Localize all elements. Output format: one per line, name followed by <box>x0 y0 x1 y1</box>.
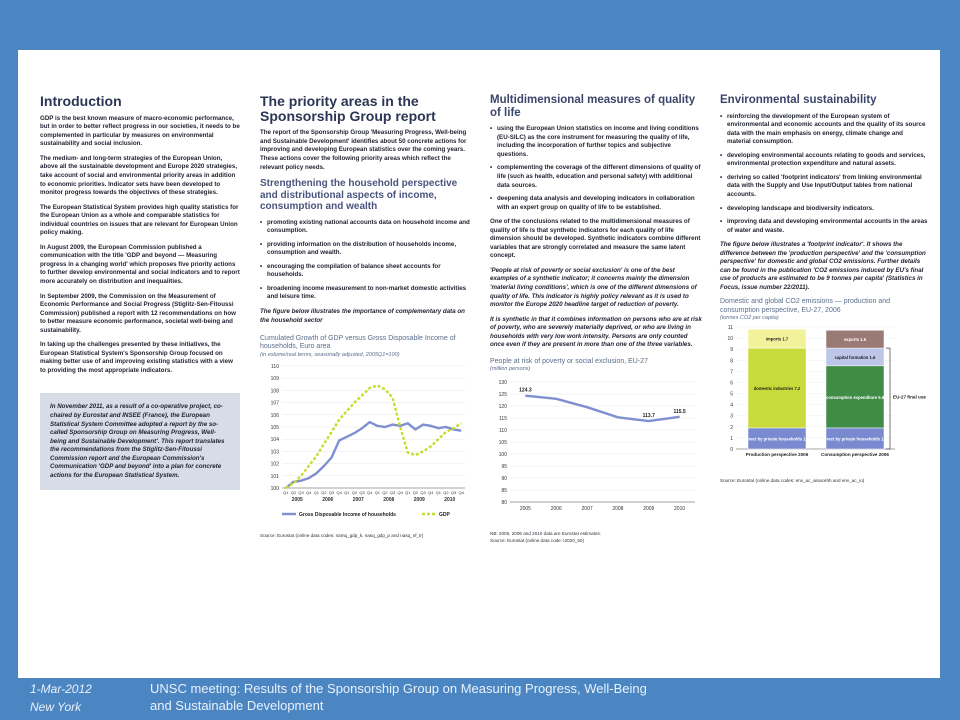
intro-highlight-box <box>40 393 240 490</box>
x-tick-label: Q3 <box>359 489 365 495</box>
multi-paragraph: One of the conclusions related to the multidimensional measures of quality of life is that synthetic indicators for each quality of life dimension should be developed. Synthetic indicators combine different variables that are strongly correlated and measure the same latent concept. <box>490 218 701 260</box>
x-tick-label: Q4 <box>458 489 464 495</box>
y-tick-label: 11 <box>727 325 733 332</box>
y-tick-label: 90 <box>501 476 507 483</box>
list-item: • promoting existing national accounts data on household income and consumption. <box>260 219 472 236</box>
y-tick-label: 100 <box>498 452 507 459</box>
y-tick-label: 4 <box>730 402 733 409</box>
list-item: • complementing the coverage of the different dimensions of quality of life (such as health, education and personal safety) with additional data sources. <box>490 164 702 190</box>
x-tick-label: 2009 <box>643 506 655 513</box>
bar-label: domestic industries 7.2 <box>753 386 801 392</box>
x-tick-label: 2007 <box>581 506 593 513</box>
env-title: Environmental sustainability <box>720 94 877 106</box>
list-item: • improving data and developing environmental accounts in the areas of water and waste. <box>720 218 928 235</box>
list-item: • deriving so called 'footprint indicators' from linking environmental data with the Supply and Use Input/Output tables from national accounts. <box>720 174 928 200</box>
y-tick-label: 6 <box>730 380 733 387</box>
year-label: 2010 <box>444 496 456 503</box>
year-label: 2008 <box>383 496 395 503</box>
year-label: 2007 <box>352 496 364 503</box>
env-column <box>720 94 928 483</box>
poverty-chart-title: People at risk of poverty or social exclusion, EU-27 <box>490 357 648 365</box>
y-tick-label: 80 <box>501 500 507 507</box>
co2-chart-block <box>720 298 928 483</box>
y-tick-label: 115 <box>499 416 507 423</box>
bar-label: imports 1.7 <box>765 336 789 342</box>
y-tick-label: 85 <box>501 488 507 495</box>
y-tick-label: 95 <box>501 464 507 471</box>
y-tick-label: 7 <box>730 369 733 376</box>
document-page <box>18 50 940 678</box>
list-item: • providing information on the distribution of households income, consumption and wealth. <box>260 241 472 258</box>
bar-label: consumption expenditure 5.6 <box>825 395 885 401</box>
x-tick-label: Q3 <box>328 489 335 495</box>
annotation-label: EU-27 final use <box>893 394 926 400</box>
intro-paragraph: In taking up the challenges presented by these initiatives, the European Statistical System's Sponsorship Group focused on making better use of and improving existing statistics with a view to providing the most appropriate indicators. <box>40 341 233 374</box>
bar-label: capital formation 1.6 <box>834 355 876 361</box>
y-tick-label: 5 <box>730 391 733 398</box>
co2-chart-title: Domestic and global CO2 emissions — production and consumption perspective, EU-27, 2006 <box>720 298 891 314</box>
year-label: 2009 <box>413 496 425 503</box>
y-tick-label: 101 <box>270 473 279 480</box>
data-label: 113.7 <box>642 413 655 420</box>
x-tick-label: Q1 <box>374 489 380 495</box>
x-tick-label: Q2 <box>412 489 419 495</box>
y-tick-label: 106 <box>270 412 279 419</box>
bar-label: exports 1.6 <box>843 337 867 343</box>
y-tick-label: 1 <box>730 436 733 443</box>
y-tick-label: 3 <box>730 413 733 420</box>
y-tick-label: 10 <box>727 336 733 343</box>
intro-paragraph: In August 2009, the European Commission published a communication with the title 'GDP and beyond — Measuring progress in a changing world' which proposes five priority actions to further develop environmental and social indicators and to report more accurately on distribution and inequalities. <box>40 243 240 285</box>
year-label: 2005 <box>291 496 303 503</box>
footer-title: UNSC meeting: Results of the Sponsorship Group on Measuring Progress, Well-Being and Sustainable Development <box>150 681 647 713</box>
y-tick-label: 100 <box>270 485 279 492</box>
y-tick-label: 110 <box>271 363 279 370</box>
bar-label: direct by private households 1.9 <box>823 436 887 442</box>
intro-paragraph: GDP is the best known measure of macro-economic performance, but in order to better reflect progress in our societies, it needs to be complemented in particular by measures on environmental sustainability and social inclusion. <box>40 114 240 148</box>
y-tick-label: 109 <box>270 376 279 383</box>
multi-italic-1: 'People at risk of poverty or social exclusion' is one of the best examples of a synthetic indicator; it concerns mainly the dimension 'material living conditions', which is one of the different dimensions of quality of life. This indicator is highly policy relevant as it is used to monitor the Europe 2020 headline target of reduction of poverty. <box>490 266 697 309</box>
legend-label: Gross Disposable Income of households <box>299 511 396 518</box>
y-tick-label: 102 <box>270 461 279 468</box>
category-label: Consumption perspective 2006 <box>821 452 889 458</box>
footer-date: 1-Mar-2012 <box>30 682 92 696</box>
y-tick-label: 104 <box>270 437 279 444</box>
figure-note: The figure below illustrates the importance of complementary data on the household sector <box>260 307 465 324</box>
priority-bullets <box>260 219 472 302</box>
gdp-chart-subtitle: (in volume/real terms, seasonally adjusted, 2005Q1=100) <box>260 351 400 358</box>
list-item: • developing landscape and biodiversity indicators. <box>720 205 928 214</box>
multi-column <box>490 94 702 543</box>
env-bullets <box>720 113 928 236</box>
priority-paragraph: The report of the Sponsorship Group 'Measuring Progress, Well-being and Sustainable Development' identifies about 50 concrete actions for improving and developing European statistics over the coming years. These actions cover the following priority areas which reflect the relevant policy needs. <box>260 129 467 171</box>
list-item: • reinforcing the development of the European system of environmental and economic accounts and the quality of its source data with the main emphasis on energy, climate change and material consumption. <box>720 113 928 147</box>
x-tick-label: Q4 <box>336 489 342 495</box>
intro-paragraph: In September 2009, the Commission on the Measurement of Economic Performance and Social Progress (Stiglitz-Sen-Fitoussi Commission) published a report with 12 recommendations on how to better measure economic performance, societal well-being and sustainability. <box>40 292 236 334</box>
footer-location: New York <box>30 700 82 714</box>
x-tick-label: 2008 <box>612 506 624 513</box>
poverty-chart <box>490 374 702 524</box>
y-tick-label: 105 <box>270 424 279 431</box>
priority-subtitle: Strengthening the household perspective and distributional aspects of income, consumption and wealth <box>260 178 458 213</box>
gdp-chart-source: Source: Eurostat (online data codes: namq_gdp_k, nasq_gdp_p and nasq_nf_tr) <box>260 532 424 538</box>
poverty-chart-subtitle: (million persons) <box>490 366 531 373</box>
x-tick-label: Q4 <box>428 489 434 495</box>
bracket <box>886 348 890 449</box>
series-line <box>525 396 679 421</box>
y-tick-label: 107 <box>270 400 279 407</box>
x-tick-label: Q2 <box>443 489 449 495</box>
multi-title: Multidimensional measures of quality of life <box>490 94 696 119</box>
y-tick-label: 0 <box>730 447 733 454</box>
legend-label: GDP <box>439 511 450 518</box>
x-tick-label: Q4 <box>397 489 403 495</box>
x-tick-label: Q1 <box>344 489 350 495</box>
list-item: • broadening income measurement to non-market domestic activities and leisure time. <box>260 285 472 302</box>
x-tick-label: Q1 <box>405 489 411 495</box>
list-item: • using the European Union statistics on income and living conditions (EU-SILC) as the core instrument for measuring the quality of life, including the incorporation of further topics and subjective questions. <box>490 125 702 159</box>
x-tick-label: Q3 <box>420 489 426 495</box>
x-tick-label: 2010 <box>674 506 686 513</box>
priority-column <box>260 94 472 538</box>
data-label: 115.5 <box>673 409 686 416</box>
intro-title: Introduction <box>40 93 122 109</box>
series-line <box>286 422 461 488</box>
y-tick-label: 130 <box>498 380 507 387</box>
intro-paragraph: The European Statistical System provides high quality statistics for the European Union as a whole and comparable statistics for individual countries on issues that are relevant for European Union policy making. <box>40 203 239 237</box>
gdp-chart-block <box>260 335 472 538</box>
intro-paragraph: The medium- and long-term strategies of the European Union, above all the sustainable development and Europe 2020 strategies, take account of social and environmental priority areas in addition to economic priorities. Indicator sets have been developed to monitor progress towards the objectives of these strategies. <box>40 154 238 197</box>
y-tick-label: 105 <box>498 440 507 447</box>
list-item: • encouraging the compilation of balance sheet accounts for households. <box>260 263 472 280</box>
list-item: • deepening data analysis and developing indicators in collaboration with an expert group on quality of life to be established. <box>490 195 702 212</box>
co2-chart-subtitle: (tonnes CO2 per capita) <box>720 315 779 322</box>
intro-box-text: In November 2011, as a result of a co-operative project, co-chaired by Eurostat and INSEE (France), the European Statistical System Committee adopted a report by the so-called Sponsorship Group on Measuring Progress, Well-being and Sustainable Development'. This report translates the recommendations from the Stiglitz-Sen-Fitoussi Commission report and the European Commission's Communication 'GDP and beyond' into a plan for concrete actions for the European Statistical System. <box>50 403 225 479</box>
x-tick-label: Q1 <box>313 489 319 495</box>
category-label: Production perspective 2006 <box>745 452 809 458</box>
priority-title: The priority areas in the Sponsorship Group report <box>260 93 436 124</box>
x-tick-label: 2006 <box>550 506 562 513</box>
gdp-chart-title: Cumulated Growth of GDP versus Gross Disposable Income of households, Euro area <box>260 335 456 351</box>
x-tick-label: Q1 <box>435 489 441 495</box>
x-tick-label: Q2 <box>351 489 358 495</box>
y-tick-label: 9 <box>730 347 733 354</box>
y-tick-label: 8 <box>730 358 733 365</box>
poverty-chart-block <box>490 358 702 543</box>
co2-chart <box>720 323 928 471</box>
y-tick-label: 120 <box>498 404 507 411</box>
co2-chart-source: Source: Eurostat (online data codes: env_ac_ainacehh and env_ac_io) <box>720 478 865 484</box>
y-tick-label: 108 <box>270 388 279 395</box>
x-tick-label: Q4 <box>367 489 373 495</box>
x-tick-label: Q1 <box>283 489 289 495</box>
y-tick-label: 110 <box>499 428 507 435</box>
x-tick-label: Q3 <box>389 489 396 495</box>
env-italic: The figure below illustrates a 'footprint indicator'. It shows the difference between the 'production perspective' and the 'consumption perspective' for domestic and global CO2 emissions. Further details can be found in the publication 'CO2 emissions induced by EU's final use of products are estimated to be 9 tonnes per capita' (Statistics in Focus, issue number 22/2011). <box>720 241 926 291</box>
x-tick-label: Q4 <box>306 489 312 495</box>
x-tick-label: Q2 <box>382 489 388 495</box>
multi-bullets <box>490 125 702 212</box>
x-tick-label: Q2 <box>290 489 297 495</box>
x-tick-label: 2005 <box>519 506 531 513</box>
x-tick-label: Q3 <box>450 489 457 495</box>
data-label: 124.3 <box>519 387 532 394</box>
y-tick-label: 2 <box>730 425 733 432</box>
footer <box>0 678 960 720</box>
y-tick-label: 103 <box>270 449 279 456</box>
multi-italic-2: It is synthetic in that it combines information on persons who are at risk of poverty, who are severely materially deprived, or who are living in households with very low work intensity. Persons are only counted once even if they are present in more than one of the three variables. <box>490 315 702 349</box>
year-label: 2006 <box>322 496 334 503</box>
gdp-chart <box>260 360 472 526</box>
x-tick-label: Q2 <box>321 489 327 495</box>
bar-label: direct by private households 1.9 <box>745 436 809 442</box>
y-tick-label: 125 <box>498 392 507 399</box>
list-item: • developing environmental accounts relating to goods and services, environmental protection expenditure and natural assets. <box>720 152 928 169</box>
x-tick-label: Q3 <box>298 489 304 495</box>
poverty-chart-note: NB: 2005, 2006 and 2010 data are Eurostat estimates. <box>490 531 602 537</box>
poverty-chart-source: Source: Eurostat (online data code: t2020_50) <box>490 538 584 544</box>
series-line <box>286 385 461 488</box>
intro-column <box>40 94 240 490</box>
